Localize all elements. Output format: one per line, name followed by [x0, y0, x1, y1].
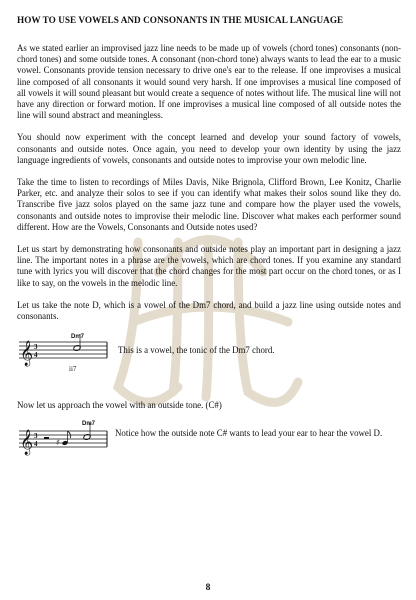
treble-clef-icon: 𝄞 [20, 341, 34, 367]
paragraph-intro: As we stated earlier an improvised jazz line needs to be made up of vowels (chord tones) consonants (non-chord tones) and some outside tones. A consonant (non-chord tone) always wants to lead the ear to a music vowel. Consonants provide tension necessary to drive one's ear to the release. If one improvises a musical line composed of all consonants it would sound very harsh. If one improvises a musical line composed of all vowels it will sound pleasant but would create a sequence of notes without life. The musical line will not have any direction or forward motion. If one improvises a musical line composed of all outside notes the line will sound abstract and meaningless. [17, 43, 401, 121]
page-content [17, 14, 401, 471]
chord-symbol-2: Dm7 [82, 421, 96, 428]
music-example-2 [17, 419, 401, 459]
svg-text:4: 4 [34, 440, 38, 449]
svg-text:3: 3 [34, 432, 38, 441]
page-heading: HOW TO USE VOWELS AND CONSONANTS IN THE MUSICAL LANGUAGE [17, 15, 344, 25]
svg-text:𝄞: 𝄞 [20, 430, 34, 456]
example-1-caption: This is a vowel, the tonic of the Dm7 chord. [118, 345, 275, 356]
svg-text:4: 4 [34, 351, 38, 360]
chord-symbol-1: Dm7 [71, 334, 85, 341]
example-2-caption: Notice how the outside note C# wants to lead your ear to hear the vowel D. [115, 428, 383, 439]
music-example-1 [17, 330, 401, 374]
svg-text:3: 3 [34, 343, 38, 352]
page-number: 8 [205, 583, 211, 593]
paragraph-listen: Take the time to listen to recordings of Miles Davis, Nike Brignola, Clifford Brown, Lee Konitz, Charlie Parker, etc. and analyze their solos to see if you can identify what makes their solos sound like they do. Transcribe five jazz solos played on the same jazz tune and compare how the player used the vowels, consonants and outside notes to improvise their melodic line. Discover what makes each performer sound different. How are the Vowels, Consonants and Outside notes used? [17, 177, 401, 232]
paragraph-demonstrate: Let us start by demonstrating how consonants and outside notes play an important part in designing a jazz line. The important notes in a phrase are the vowels, which are chord tones. If you examine any standard tune with lyrics you will discover that the chord changes for the most part occur on the chord tones, or as I like to say, on the vowels in the melodic line. [17, 244, 401, 288]
rest-mark [44, 437, 49, 439]
paragraph-note-d: Let us take the note D, which is a vowel of the Dm7 chord, and build a jazz line using outside notes and consonants. [17, 299, 401, 322]
staff-notation-1 [19, 330, 129, 374]
staff-notation-2 [19, 419, 119, 459]
roman-numeral-label: ii7 [69, 365, 77, 374]
svg-text:♯: ♯ [56, 438, 60, 448]
paragraph-experiment: You should now experiment with the concept learned and develop your sound factory of vowels, consonants and outside notes. Once again, you need to develop your own identity by using the jazz language ingredients of vowels, consonants and outside notes to improvise your own melodic line. [17, 132, 401, 165]
paragraph-outside-tone: Now let us approach the vowel with an outside tone. (C#) [17, 400, 222, 411]
